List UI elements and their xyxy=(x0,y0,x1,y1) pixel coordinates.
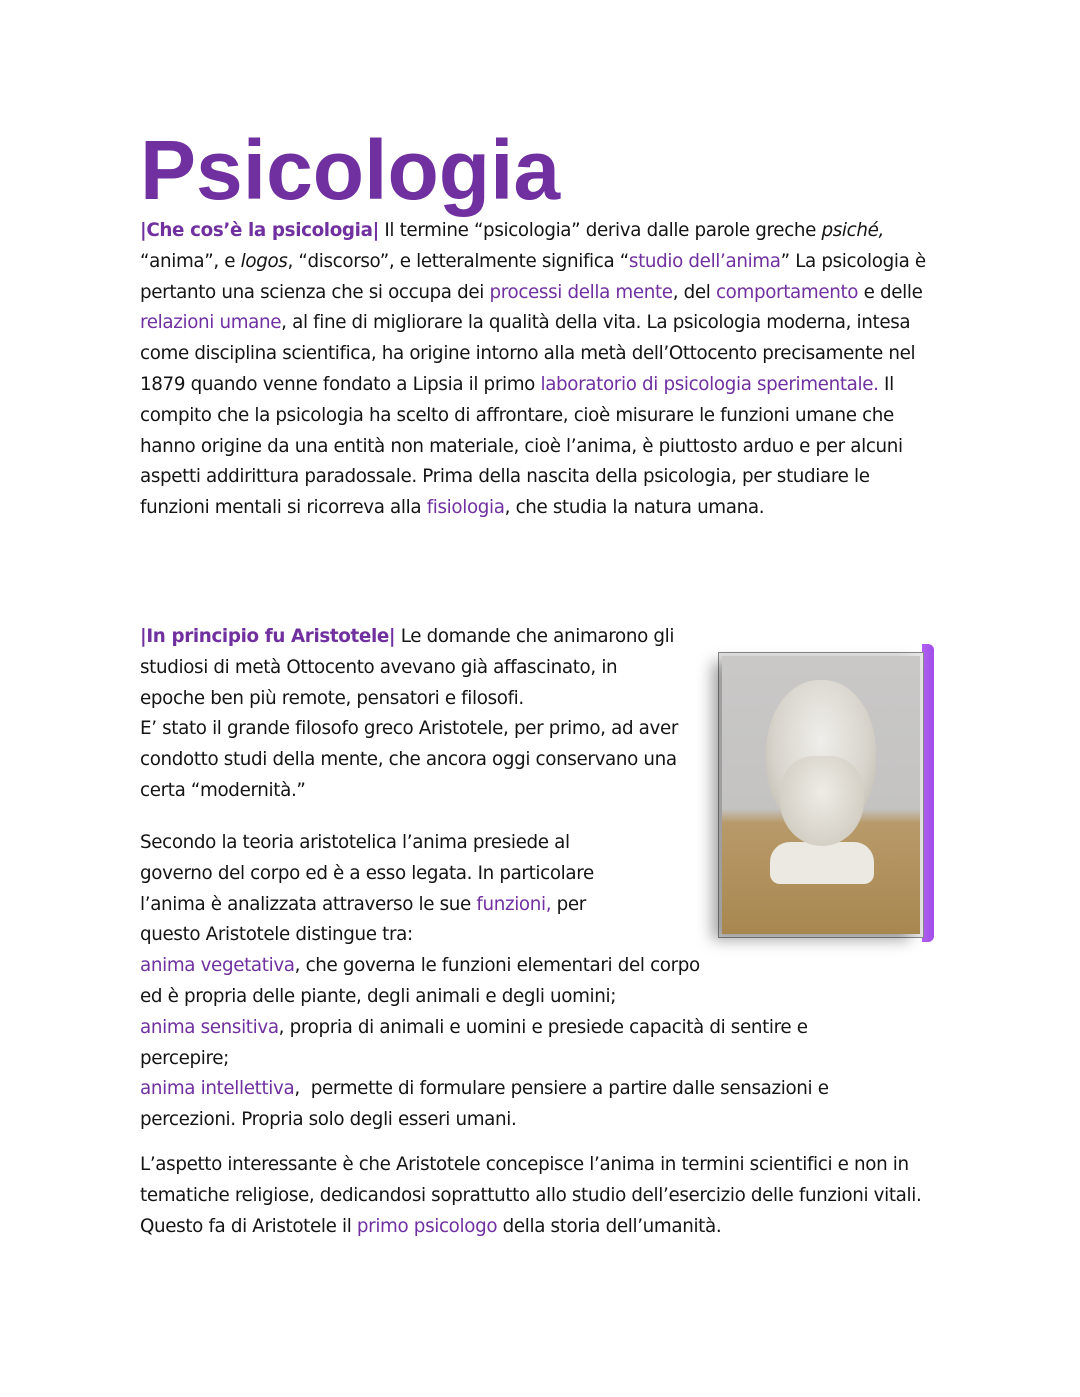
highlight-comportamento: comportamento xyxy=(715,281,859,303)
term-anima-vegetativa: anima vegetativa xyxy=(140,955,295,977)
list-item xyxy=(140,1078,834,1130)
text: della storia dell’umanità. xyxy=(497,1215,722,1237)
text: Il compito che la psicologia ha scelto di affrontare, cioè misurare le funzioni umane che hanno origine da una entità non materiale, cioè l’anima, è piuttosto arduo e per alcuni aspetti addirittura paradossale. Prima della nascita della psicologia, per studiare le funzioni mentali si ricorreva alla xyxy=(140,373,903,519)
term-anima-intellettiva: anima intellettiva xyxy=(140,1078,295,1100)
highlight-laboratorio: laboratorio di psicologia sperimentale. xyxy=(540,373,879,395)
list-item xyxy=(140,951,710,1013)
text: , “discorso”, e letteralmente significa “ xyxy=(287,250,629,272)
frame-edge xyxy=(922,644,934,942)
section-heading-aristotele: |In principio fu Aristotele| xyxy=(140,626,396,647)
aristotle-paragraph xyxy=(140,622,680,807)
intro-paragraph xyxy=(140,216,940,524)
text: , che governa le funzioni elementari del corpo ed è propria delle piante, degli animali e degli uomini; xyxy=(140,955,700,1007)
text: “anima”, e xyxy=(140,250,241,272)
highlight-primo-psicologo: primo psicologo xyxy=(356,1215,498,1237)
text: , del xyxy=(672,281,716,303)
term-anima-sensitiva: anima sensitiva xyxy=(140,1016,279,1038)
text: , al fine di migliorare la qualità della vita. La psicologia moderna, intesa come disciplina scientifica, ha origine intorno alla metà dell’Ottocento precisamente nel 1879 quando venne fondato a Lipsia il primo xyxy=(140,312,916,395)
text: per questo Aristotele distingue tra: xyxy=(140,893,586,946)
text: e delle xyxy=(858,281,923,303)
highlight-funzioni: funzioni, xyxy=(476,893,552,915)
text: , permette di formulare pensiere a partire dalle sensazioni e percezioni. Propria solo degli esseri umani. xyxy=(140,1078,835,1131)
highlight-processi-mente: processi della mente xyxy=(489,281,673,303)
text: Secondo la teoria aristotelica l’anima presiede al governo del corpo ed è a esso legata. In particolare l’anima è analizzata attraverso le sue xyxy=(140,832,594,915)
text: Le domande che animarono gli studiosi di metà Ottocento avevano già affascinato, in epoche ben più remote, pensatori e filosofi. xyxy=(140,626,675,709)
text: Il termine “psicologia” deriva dalle parole greche xyxy=(378,220,822,241)
highlight-fisiologia: fisiologia xyxy=(426,497,505,519)
term-logos: logos xyxy=(240,250,288,272)
list-item xyxy=(140,1017,808,1069)
text: , che studia la natura umana. xyxy=(504,497,765,519)
text: E’ stato il grande filosofo greco Aristotele, per primo, ad aver condotto studi della mente, che ancora oggi conservano una certa “modernità.” xyxy=(140,718,679,801)
conclusion-paragraph xyxy=(140,1150,950,1242)
text: ” La psicologia è pertanto una scienza che si occupa dei xyxy=(140,250,926,303)
highlight-studio-anima: studio dell’anima xyxy=(628,250,781,272)
text: , propria di animali e uomini e presiede capacità di sentire e percepire; xyxy=(140,1016,808,1069)
term-psiche: psiché, xyxy=(821,220,884,241)
section-heading-what-is: |Che cos’è la psicologia| xyxy=(140,220,379,241)
soul-theory-paragraph xyxy=(140,828,890,1136)
theory-intro xyxy=(140,828,610,951)
text: L’aspetto interessante è che Aristotele concepisce l’anima in termini scientifici e non in tematiche religiose, dedicandosi soprattutto allo studio dell’esercizio delle funzioni vitali. Questo fa di Aristotele il xyxy=(140,1154,922,1237)
page-title: Psicologia xyxy=(140,123,561,217)
highlight-relazioni-umane: relazioni umane xyxy=(140,312,282,334)
